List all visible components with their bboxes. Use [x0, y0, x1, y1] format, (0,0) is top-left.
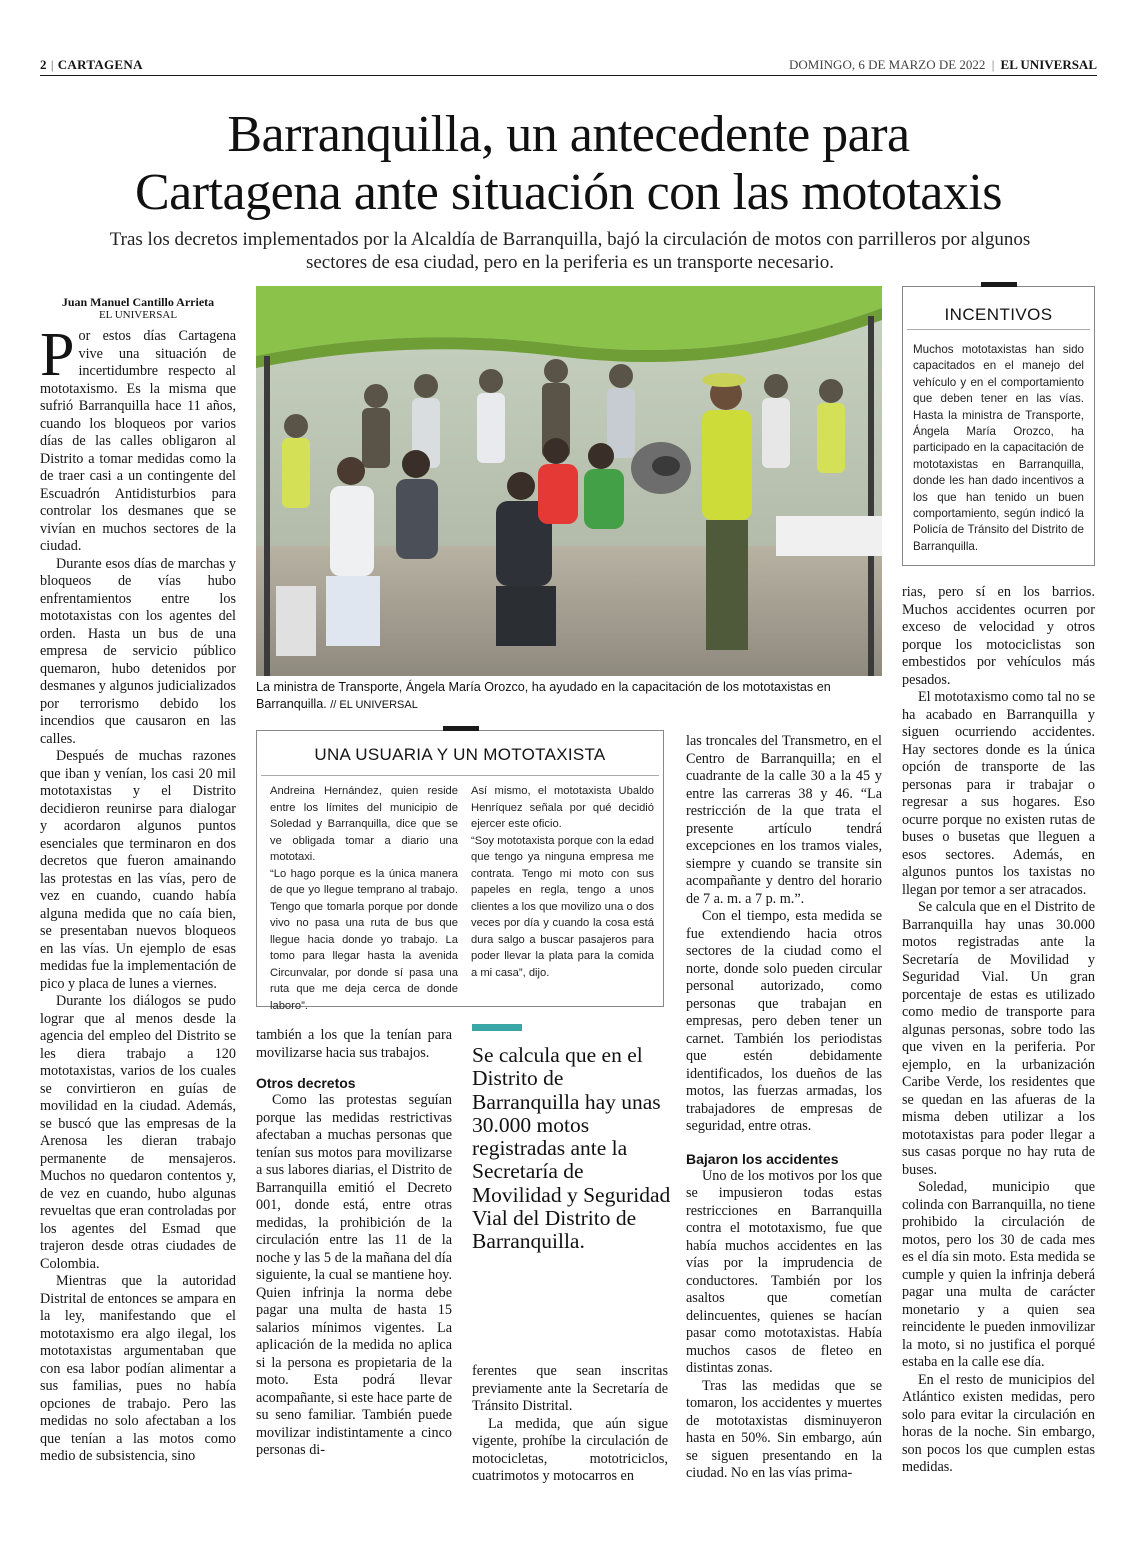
- paragraph: Mientras que la autoridad Distrital de entonces se ampara en la ley, manifestando que el mototaxismo era algo ilegal, los mototaxistas argumentaban que con esa labor podían alimentar a sus familias, pues no había opciones de trabajo. Pero las medidas no solo afectaban a los que tenían a las motos como medio de subsistencia, sino: [40, 1273, 236, 1464]
- paragraph: Con el tiempo, esta medida se fue extendiendo hacia otros sectores de la ciudad como el norte, donde solo pueden circular personal autorizado, como personas que trabajan en empresas, pero deben tener un carnet. También los periodistas que estén debidamente identificados, los dueños de las motos, las fuerzas armadas, los trabajadores de empresas de seguridad, entre otras.: [686, 908, 882, 1134]
- photo-illustration: [256, 286, 882, 676]
- article-headline: [40, 106, 1097, 222]
- headline-line-2: Cartagena ante situación con las mototaxis: [134, 164, 1003, 221]
- incentivos-box: [902, 286, 1095, 566]
- paragraph: ferentes que sean inscritas previamente ante la Secretaría de Tránsito Distrital.: [472, 1363, 668, 1414]
- paragraph: Durante esos días de marchas y bloqueos de vías hubo enfrentamientos entre los mototaxistas con los agentes del orden. Hasta un bus de una empresa de servicio público quemaron, hubo detenidos por desmanes y algunos judicializados por terrorismo debido los incendios que causaron en las calles.: [40, 555, 236, 747]
- edition-date: DOMINGO, 6 DE MARZO DE 2022: [789, 57, 986, 72]
- paragraph: también a los que la tenían para movilizarse hacia sus trabajos.: [256, 1027, 452, 1061]
- headline-line-1: Barranquilla, un antecedente para: [227, 106, 910, 163]
- column-1: [40, 296, 236, 1496]
- usuaria-box-column-2: [471, 783, 654, 981]
- section-heading-accidentes: Bajaron los accidentes: [686, 1150, 839, 1167]
- usuaria-box-column-1: [270, 783, 458, 1014]
- box-divider: [261, 775, 659, 776]
- paragraph: La medida, que aún sigue vigente, prohíbe la circulación de motocicletas, mototriciclos, cuatrimotos y motocarros en: [472, 1415, 668, 1484]
- incentivos-title: INCENTIVOS: [907, 287, 1090, 330]
- column-3: [472, 1363, 668, 1503]
- paragraph: Soledad, municipio que colinda con Barranquilla, no tiene prohibido la circulación de motos, pero los 30 de cada mes es el día sin moto. Esta medida se cumple y quien la infrinja deberá pagar una multa de carácter monetario y a quien sea reincidente le pueden inmovilizar la moto, si no justifica el porqué estaba en la calle ese día.: [902, 1179, 1095, 1370]
- incentivos-body: Muchos mototaxistas han sido capacitados en el manejo del vehículo y en el comportamiento que deben tener en las vías. Hasta la ministra de Transporte, Ángela María Orozco, ha participado en la capacitación de mototaxistas en Barranquilla, donde les han dado incentivos a los que han tenido un buen comportamiento, según indicó la Policía de Tránsito del Distrito de Barranquilla.: [913, 343, 1084, 553]
- paragraph: Uno de los motivos por los que se impusieron todas estas restricciones en Barranquilla contra el mototaxismo, fue que había muchos accidentes en las vías por la imprudencia de conductores. También por los asaltos que cometían delincuentes, quienes se hacían pasar como mototaxistas. Había muchos casos de fleteo en distintas zonas.: [686, 1167, 882, 1376]
- paragraph: Se calcula que en el Distrito de Barranquilla hay unas 30.000 motos registradas ante la Secretaría de Movilidad y Seguridad Vial. Un gran porcentaje de estas es utilizado como medio de transporte para algunas personas, sobre todo las que viven en la periferia. Por ejemplo, en la urbanización Caribe Verde, los residentes que se quedan en las afueras de la misma deben utilizar a los mototaxistas para poder llegar a sus casas porque no hay ruta de buses.: [902, 899, 1095, 1178]
- paragraph: Tras las medidas que se tomaron, los accidentes y muertes de mototaxistas disminuyeron hasta en 50%. Sin embargo, aún se siguen presentando en la ciudad. No en las vías prima-: [686, 1377, 882, 1481]
- paragraph: “Soy mototaxista porque con la edad que tengo ya ninguna empresa me contrata. Tengo mi moto con sus papeles en regla, tengo a unos clientes a los que movilizo una o dos veces por día y cuando la cosa está dura salgo a buscar pasajeros para poder llevar la plata para la comida a mi casa”, dijo.: [471, 834, 654, 979]
- usuaria-mototaxista-box: [256, 730, 664, 1012]
- paragraph: rias, pero sí en los barrios. Muchos accidentes ocurren por exceso de velocidad y otros porque los motociclistas son embestidos por vehículos más pesados.: [902, 584, 1095, 688]
- box-tab-marker: [443, 726, 479, 731]
- paragraph: Durante los diálogos se pudo lograr que al menos desde la agencia del empleo del Distrito se les diera trabajo a 120 mototaxistas, varios de los cuales se convirtieron en guías de movilidad en la ciudad. Además, se buscó que las empresas de la Arenosa les dieran trabajo permanente de mensajeros. Muchos no quedaron contentos y, de vez en cuando, hubo algunas revueltas que eran controladas por los agentes del Esmad que trajeron desde otras ciudades de Colombia.: [40, 993, 236, 1272]
- article-photo: [256, 286, 882, 676]
- pull-quote-accent-bar: [472, 1024, 522, 1031]
- byline: [40, 296, 236, 322]
- column-4: [686, 733, 882, 1503]
- pull-quote: [472, 1024, 672, 1254]
- paragraph: El mototaxismo como tal no se ha acabado en Barranquilla y siguen ocurriendo accidentes. Hay sectores donde es la única opción de transporte de las personas para ir trabajar o regresar a sus hogares. Eso ocurre porque no existen rutas de buses o busetas que lleguen a esos sectores. Además, en algunos puntos los taxistas no llegan por temor a ser atracados.: [902, 689, 1095, 898]
- usuaria-box-title: UNA USUARIA Y UN MOTOTAXISTA: [314, 745, 606, 764]
- paragraph: Así mismo, el mototaxista Ubaldo Henríquez señala por qué decidió ejercer este oficio.: [471, 785, 654, 830]
- article-subtitle: Tras los decretos implementados por la Alcaldía de Barranquilla, bajó la circulación de motos con parrilleros por algunos sectores de esa ciudad, pero en la periferia es un transporte necesario.: [109, 229, 1031, 273]
- section-name: CARTAGENA: [57, 57, 143, 72]
- photo-caption: [256, 679, 886, 714]
- pull-quote-text: Se calcula que en el Distrito de Barranquilla hay unas 30.000 motos registradas ante la Secretaría de Movilidad y Seguridad Vial del Distrito de Barranquilla.: [472, 1043, 671, 1254]
- paragraph: “Lo hago porque es la única manera de que yo llegue temprano al trabajo. Tengo que tomarla porque por donde vivo no pasa una ruta de bus que llegue hacia donde yo trabajo. La tomo para llegar hasta la avenida Circunvalar, por donde sí pasa una ruta que me deja cerca de donde laboro”.: [270, 867, 458, 1012]
- paragraph: Como las protestas seguían porque las medidas restrictivas afectaban a muchas personas que tenían sus motos para movilizarse a sus labores diarias, el Distrito de Barranquilla emitió el Decreto 001, donde está, entre otras medidas, la prohibición de la circulación entre las 11 de la noche y las 5 de la mañana del día siguiente, la cual se mantiene hoy. Quien infrinja la norma debe pagar una multa de hasta 15 salarios mínimos vigentes. La aplicación de la medida no aplica si la persona es propietaria de la moto. Esta podrá llevar acompañante, si este hace parte de su seno familiar. También puede movilizar indistintamente a cinco personas di-: [256, 1092, 452, 1458]
- dropcap-letter: P: [40, 321, 75, 389]
- paragraph: En el resto de municipios del Atlántico existen medidas, pero solo para evitar la circulación en horas de la noche. Sin embargo, son pocos los que cumplen estas medidas.: [902, 1371, 1095, 1475]
- caption-credit: // EL UNIVERSAL: [330, 699, 418, 711]
- masthead: [40, 56, 1097, 76]
- caption-text: La ministra de Transporte, Ángela María Orozco, ha ayudado en la capacitación de los mototaxistas en Barranquilla.: [256, 680, 831, 711]
- byline-outlet: EL UNIVERSAL: [98, 309, 178, 321]
- paragraph: Por estos días Cartagena vive una situación de incertidumbre respecto al mototaxismo. Es la misma que sufrió Barranquilla hace 11 años, cuando los bloqueos por varios días de las calles obligaron al Distrito a tomar medidas como la de traer casi a un contingente del Escuadrón Antidisturbios para controlar los desmanes que se vivían en muchos sectores de la ciudad.: [40, 321, 236, 554]
- box-tab-marker: [981, 282, 1017, 287]
- column-2: [256, 1027, 452, 1497]
- paragraph: Andreina Hernández, quien reside entre los límites del municipio de Soledad y Barranquilla, dice que se ve obligada tomar a diario una mototaxi.: [270, 785, 458, 863]
- section-heading-otros-decretos: Otros decretos: [256, 1075, 356, 1091]
- paragraph: las troncales del Transmetro, en el Centro de Barranquilla; en el cuadrante de la calle 30 a la 45 y entre las carreras 38 y 46. “La restricción de la que trata el presente artículo tendrá excepciones en los tramos viales, siempre y cuando se transite sin acompañante y dentro del horario de 7 a. m. a 7 p. m.”.: [686, 733, 882, 907]
- byline-author: Juan Manuel Cantillo Arrieta: [61, 296, 215, 309]
- edition-info: DOMINGO, 6 DE MARZO DE 2022 | EL UNIVERSAL: [789, 57, 1097, 72]
- paper-name: EL UNIVERSAL: [1000, 57, 1097, 72]
- column-5: [902, 584, 1095, 1484]
- paragraph: Después de muchas razones que iban y venían, los casi 20 mil mototaxistas y el Distrito decidieron reunirse para dialogar y acordaron algunos puntos esenciales que terminaron en dos decretos que fueron amainando las protestas en las vías, pero de vez en cuando, cuando había alguna medida que no caía bien, se presentaban nuevos bloqueos en las vías. Un ejemplo de esas medidas fue la implementación de pico y placa de lunes a viernes.: [40, 748, 236, 992]
- section-label: 2 | CARTAGENA: [40, 57, 143, 72]
- page-number: 2: [40, 57, 47, 72]
